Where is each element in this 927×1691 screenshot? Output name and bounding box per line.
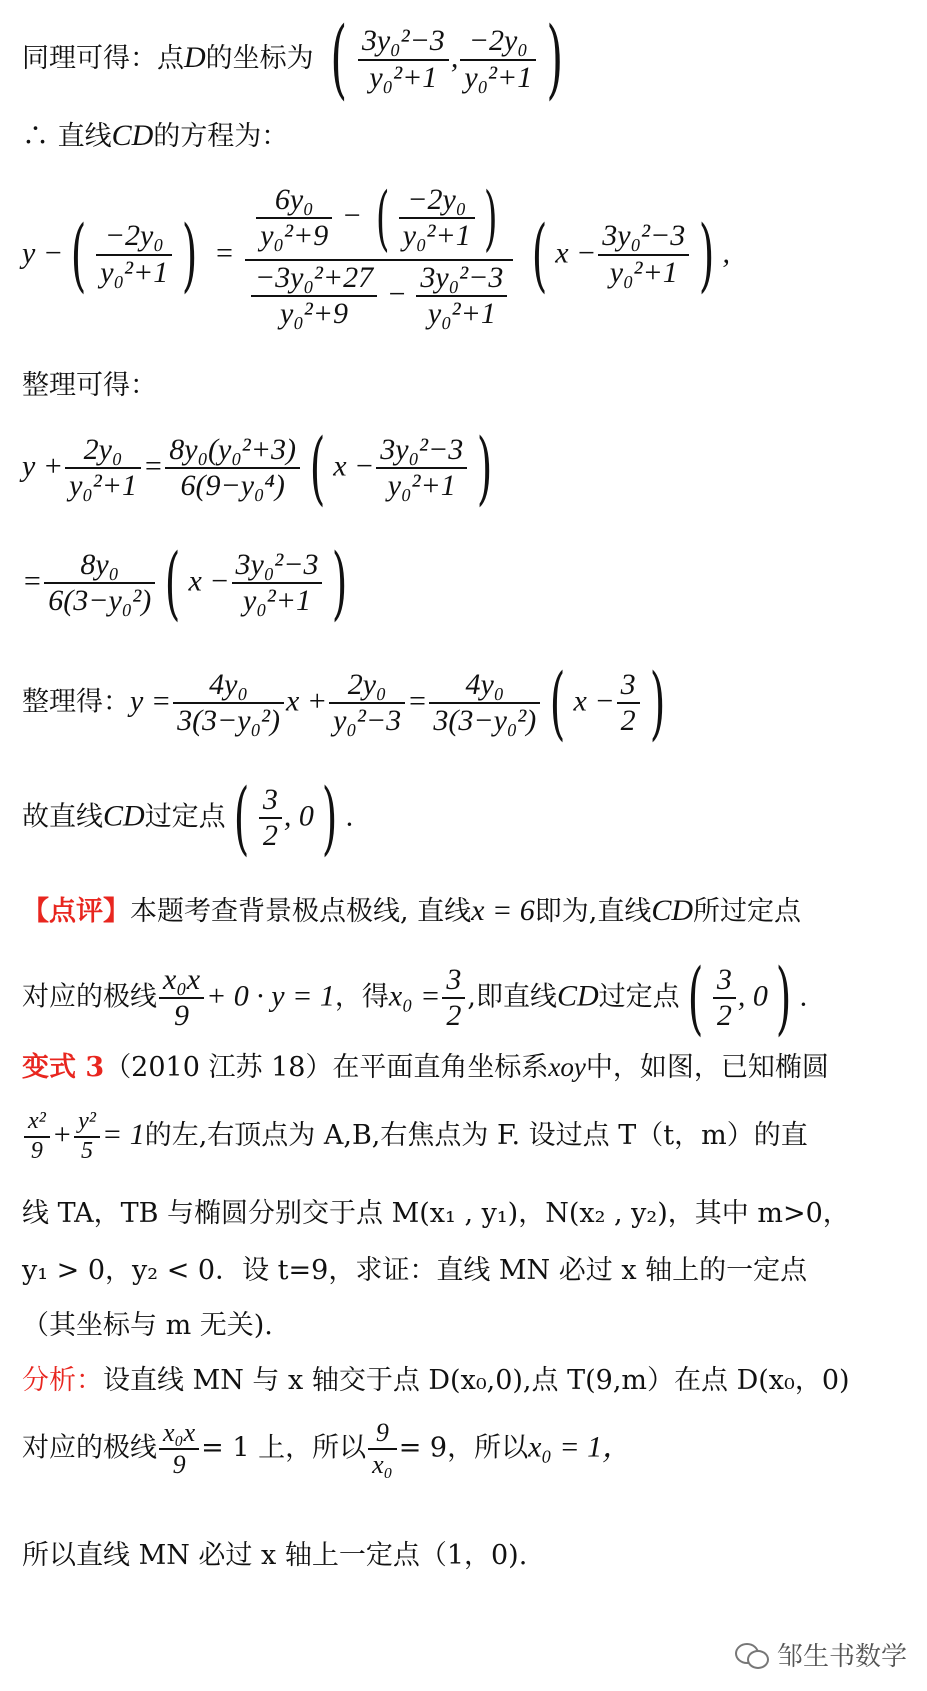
text: 即为,直线 — [534, 896, 652, 927]
denominator: y₀²+1 — [387, 469, 456, 502]
variant-tag: 变式 3 — [22, 1052, 105, 1083]
text: 中，如图，已知椭圆 — [585, 1052, 829, 1083]
right-paren: ) — [182, 207, 198, 301]
denominator: 3(3−y₀²) — [177, 704, 281, 737]
fraction — [399, 183, 475, 254]
denominator: y₀²+1 — [609, 255, 678, 289]
fraction — [460, 24, 536, 95]
var-cd: CD — [556, 979, 599, 1013]
expr: y − — [22, 236, 64, 270]
denominator: y₀²+1 — [69, 469, 138, 502]
denominator: y₀²+1 — [100, 255, 169, 289]
text: ,即直线 — [467, 981, 557, 1013]
numerator: 4y₀ — [173, 668, 284, 705]
text: 的坐标为 — [205, 43, 314, 75]
fraction — [358, 24, 449, 95]
complex-numerator: $\frac{\text{6y₀}}{\text{y₀²+9}}$ − ( $\frac{\text{−2y₀}}{\text{y₀²+1}}$ ) — [245, 178, 513, 261]
line-cd-equation: y −( $\frac{\text{−2y₀}}{\text{y₀²+1}}$ ) = $\frac{\text{6y₀}}{\text{y₀²+9}}$ − ( $\frac{\text{−2y₀}}{\text{y₀²+1}}$ ) $\frac{\text{−3y₀²+27}}{\text{y₀²+9}}$ − $\frac{\text{3y₀²−3}}{\text{y₀²+1}}$ ( x − $\frac{\text{3y₀²−3}}{\text{y₀²+1}}$ ) , — [22, 177, 730, 330]
denominator: y₀²+1 — [369, 60, 438, 94]
text: 设直线 MN 与 x 轴交于点 D(x₀,0),点 T(9,m）在点 D(x₀，0) — [103, 1365, 850, 1396]
fraction — [256, 183, 332, 254]
expr: y = — [130, 684, 172, 718]
analysis-tag: 分析： — [22, 1365, 103, 1396]
fraction — [416, 261, 507, 332]
line-final-form: 整理得：y = $\frac{\text{4y₀}}{\text{3(3−y₀²)}}$ x + $\frac{\text{2y₀}}{\text{y₀²−3}}$ = $\frac{\text{4y₀}}{\text{3(3−y₀²)}}$ ( x − $\frac{3}{2}$ ) — [22, 656, 665, 749]
expr: x₀ = — [388, 979, 441, 1013]
text: 过定点 — [144, 801, 226, 833]
fraction — [74, 1108, 100, 1165]
fraction — [376, 433, 467, 504]
denominator: 2 — [262, 819, 278, 852]
text: 过定点 — [598, 981, 680, 1013]
fraction — [259, 783, 282, 854]
line-polar-analysis — [22, 1418, 632, 1480]
line-simplified-1: y + $\frac{\text{2y₀}}{\text{y₀²+1}}$ = $\frac{\text{8y₀(y₀²+3)}}{\text{6(9−y₀⁴)}}$ ( x − $\frac{\text{3y₀²−3}}{\text{y₀²+1}}$ ) — [22, 421, 493, 514]
complex-denominator: $\frac{\text{−3y₀²+27}}{\text{y₀²+9}}$ − $\frac{\text{3y₀²−3}}{\text{y₀²+1}}$ — [245, 261, 513, 332]
line-independent — [22, 1310, 273, 1342]
line-cd-equation-intro — [22, 118, 288, 154]
line-intersections — [22, 1198, 850, 1230]
numerator: 4y₀ — [429, 668, 540, 705]
denominator: 6(3−y₀²) — [48, 584, 152, 617]
numerator: 3 — [713, 963, 736, 1000]
line-variant-3 — [22, 1051, 829, 1084]
text: 整理得： — [22, 686, 130, 718]
var-d: D — [184, 41, 206, 75]
fraction — [429, 668, 540, 739]
numerator: 6y₀ — [256, 183, 332, 220]
line-fixed-point: 故直线CD过定点( $\frac{3}{2}$ , 0) . — [22, 771, 354, 864]
fraction — [173, 668, 284, 739]
line-simplify-intro — [22, 370, 157, 402]
numerator: 9 — [368, 1418, 397, 1450]
text: 的左,右顶点为 A,B,右焦点为 F. 设过点 T（t，m）的直 — [144, 1120, 808, 1152]
expr: y + — [22, 449, 64, 483]
denominator: 6(9−y₀⁴) — [180, 469, 285, 502]
numerator: x₀x — [159, 1418, 199, 1450]
denominator: x₀ — [372, 1449, 393, 1479]
numerator: 2y₀ — [329, 668, 405, 705]
denominator: 3(3−y₀²) — [433, 704, 537, 737]
line-conclusion — [22, 1540, 527, 1572]
denominator: 9 — [172, 1449, 186, 1479]
line-ellipse: $\frac{\text{x²}}{9}$ + $\frac{\text{y²}}{5}$ = 1的左,右顶点为 A,B,右焦点为 F. 设过点 T（t，m）的直 — [22, 1108, 808, 1165]
denominator: 9 — [30, 1137, 43, 1164]
text: ∴ 直线 — [22, 121, 112, 152]
text: 所以直线 MN 必过 x 轴上一定点（1，0). — [22, 1540, 528, 1571]
numerator: −2y₀ — [460, 24, 536, 61]
denominator: y₀²+1 — [243, 584, 311, 617]
expr: x + — [286, 684, 328, 718]
denominator: 2 — [446, 999, 462, 1032]
line-comment — [22, 893, 801, 929]
expr: x₀ = 1， — [528, 1430, 633, 1464]
text: 同理可得：点 — [22, 43, 184, 75]
line-simplified-2: = $\frac{\text{8y₀}}{\text{6(3−y₀²)}}$ ( x − $\frac{\text{3y₀²−3}}{\text{y₀²+1}}$ ) — [22, 536, 348, 629]
left-paren: ( — [70, 207, 87, 301]
line-polar: 对应的极线 $\frac{\text{x₀x}}{9}$ + 0 · y = 1，得x₀ = $\frac{3}{2}$ ,即直线CD过定点( $\frac{3}{2}$ , 0) . — [22, 951, 808, 1044]
expr: x − — [573, 684, 615, 718]
fraction — [368, 1418, 397, 1480]
numerator: y² — [74, 1108, 100, 1138]
line-analysis — [22, 1365, 850, 1397]
denominator: 2 — [620, 704, 636, 737]
var-cd: CD — [651, 894, 694, 927]
comment-tag: 【点评】 — [22, 896, 130, 927]
text: ，得 — [334, 981, 389, 1013]
fraction — [165, 433, 300, 504]
expr: x − — [333, 449, 375, 483]
denominator: 9 — [174, 999, 190, 1032]
fraction — [713, 963, 736, 1034]
numerator: 3y₀²−3 — [232, 548, 323, 585]
expr: x = 6 — [471, 894, 535, 927]
text: 故直线 — [22, 801, 103, 833]
fraction — [65, 433, 141, 504]
numerator: x₀x — [159, 963, 204, 1000]
numerator: −2y₀ — [96, 219, 172, 256]
fraction — [44, 548, 155, 619]
denominator: y₀²+1 — [427, 297, 496, 330]
var-cd: CD — [103, 799, 145, 833]
text: 线 TA，TB 与椭圆分别交于点 M(x₁ , y₁)，N(x₂ , y₂)，其中 m>0， — [22, 1198, 850, 1229]
text: = 1 上，所以 — [201, 1432, 367, 1464]
fraction — [96, 219, 172, 290]
watermark — [735, 1636, 907, 1673]
numerator: 8y₀ — [44, 548, 155, 585]
text: = 9，所以 — [398, 1432, 529, 1464]
denominator: 5 — [81, 1137, 94, 1164]
numerator: 2y₀ — [65, 433, 141, 470]
text: 本题考查背景极点极线, 直线 — [130, 896, 472, 927]
watermark-text: 邹生书数学 — [776, 1642, 907, 1672]
fraction — [617, 668, 640, 739]
fraction — [232, 548, 323, 619]
denominator: y₀²+9 — [260, 219, 329, 253]
numerator: 3y₀²−3 — [358, 24, 449, 61]
denominator: y₀²+1 — [464, 60, 533, 94]
expr: , 0 — [283, 799, 314, 833]
text: 所过定点 — [693, 896, 802, 927]
line-conditions — [22, 1255, 807, 1287]
denominator: y₀²+9 — [280, 297, 349, 330]
numerator: 3y₀²−3 — [376, 433, 467, 470]
numerator: 3 — [259, 783, 282, 820]
text: （其坐标与 m 无关). — [22, 1310, 273, 1341]
text: 对应的极线 — [22, 981, 157, 1013]
text: 对应的极线 — [22, 1432, 157, 1464]
fraction — [159, 963, 204, 1034]
right-paren: ) — [546, 9, 564, 109]
text: 整理可得： — [22, 370, 157, 401]
numerator: x² — [24, 1108, 50, 1138]
fraction — [251, 261, 377, 332]
numerator: −3y₀²+27 — [251, 261, 377, 298]
numerator: −2y₀ — [399, 183, 475, 220]
expr: x − — [555, 236, 597, 270]
fraction — [329, 668, 405, 739]
var-xoy: xoy — [548, 1052, 586, 1082]
expr: + 0 · y = 1 — [206, 979, 335, 1013]
denominator: 2 — [716, 999, 732, 1032]
denominator: y₀²−3 — [333, 704, 402, 737]
numerator: 8y₀(y₀²+3) — [165, 433, 300, 470]
text: 的方程为： — [153, 121, 289, 152]
fraction — [159, 1418, 199, 1480]
expr: , 0 — [737, 979, 768, 1013]
fraction — [24, 1108, 50, 1165]
complex-fraction — [245, 178, 513, 332]
text: （2010 江苏 18）在平面直角坐标系 — [104, 1052, 549, 1083]
left-paren: ( — [330, 9, 348, 109]
var-cd: CD — [111, 119, 154, 152]
numerator: 3y₀²−3 — [598, 219, 689, 256]
line-point-d: 同理可得：点D的坐标为 ( $\frac{\text{3y₀²−3}}{\text{y₀²+1}}$ , $\frac{\text{−2y₀}}{\text{y₀²+1}}$ ) — [22, 8, 572, 111]
fraction — [598, 219, 689, 290]
wechat-icon — [735, 1641, 769, 1669]
denominator: y₀²+1 — [402, 219, 471, 253]
numerator: 3 — [442, 963, 465, 1000]
text: y₁ > 0，y₂ < 0．设 t=9，求证：直线 MN 必过 x 轴上的一定点 — [22, 1255, 808, 1286]
expr: = 1 — [101, 1118, 145, 1152]
fraction — [442, 963, 465, 1034]
numerator: 3 — [617, 668, 640, 705]
expr: x − — [188, 564, 230, 598]
numerator: 3y₀²−3 — [416, 261, 507, 298]
